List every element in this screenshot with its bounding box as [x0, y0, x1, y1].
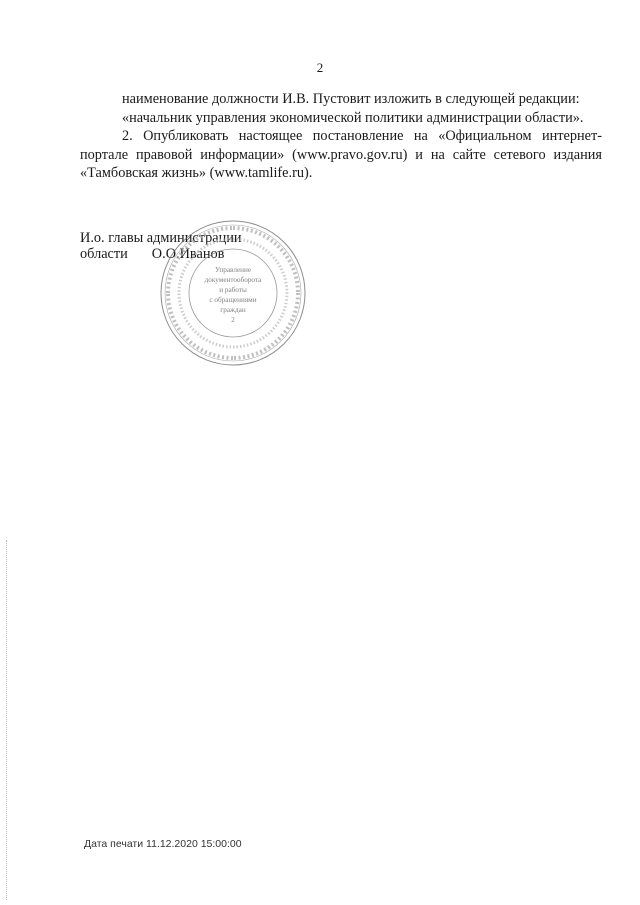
page-number: 2: [316, 60, 324, 75]
document-body: [80, 90, 602, 183]
signature-title-line1: И.о. главы администрации: [80, 230, 242, 246]
paragraph-position-title: наименование должности И.В. Пустовит изложить в следующей редакции:: [122, 91, 580, 107]
stamp-line-3: и работы: [219, 286, 247, 294]
official-seal-stamp: [158, 218, 308, 368]
stamp-line-1: Управление: [214, 266, 252, 274]
stamp-line-6: 2: [231, 316, 235, 324]
signature-name: О.О.Иванов: [151, 246, 225, 262]
stamp-line-5: граждан: [220, 306, 246, 314]
print-date: Дата печати 11.12.2020 15:00:00: [84, 838, 242, 850]
stamp-line-4: с обращениями: [209, 296, 257, 304]
stamp-line-2: документооборота: [204, 276, 262, 284]
paragraph-publication: 2. Опубликовать настоящее постановление на «Официальном интернет-портале правовой информации» (www.pravo.gov.ru) и на сайте сетевого издания «Тамбовская жизнь» (www.tamlife.ru).: [80, 128, 602, 181]
scan-margin-marks: [6, 540, 11, 900]
signature-title-area: области: [80, 246, 128, 262]
paragraph-new-title: «начальник управления экономической политики администрации области».: [122, 109, 584, 126]
